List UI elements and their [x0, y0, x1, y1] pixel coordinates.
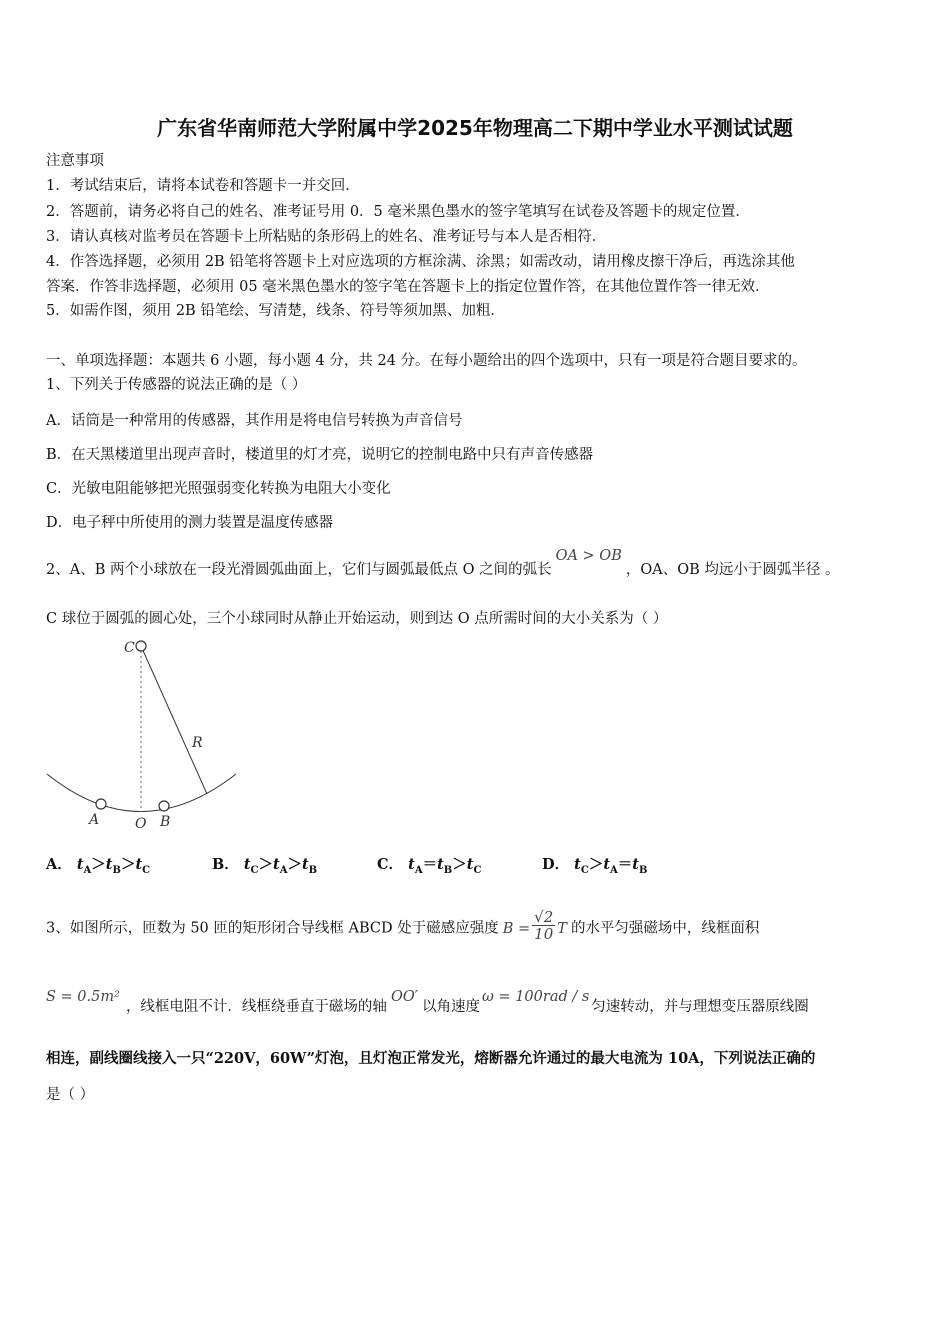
question-2-option-d: D． $t_C>t_A=t_B$ — [542, 856, 648, 876]
question-2-option-a: A． $t_A>t_B>t_C$ — [46, 856, 151, 876]
question-1-option-a: A．话筒是一种常用的传感器，其作用是将电信号转换为声音信号 — [46, 413, 463, 429]
question-3-stem-line4: 是（ ） — [46, 1087, 95, 1103]
question-3-text-4: 以角速度 — [422, 999, 481, 1015]
radius-line — [141, 646, 207, 794]
notice-item: 1．考试结束后，请将本试卷和答题卡一并交回． — [46, 178, 360, 194]
formula-area: S = 0.5m² — [46, 989, 120, 1005]
label-a: A — [89, 812, 100, 828]
formula-b-fraction: $\frac{√2}{10}$ — [534, 908, 554, 943]
question-2-stem — [46, 548, 840, 579]
question-3-text-1: 3、如图所示，匝数为 50 匝的矩形闭合导线框 ABCD 处于磁感应强度 — [46, 920, 499, 937]
question-3-stem-line2 — [46, 989, 809, 1016]
formula-omega: ω = 100rad / s — [482, 989, 590, 1005]
arc-length-formula: OA > OB — [555, 548, 622, 564]
formula-axis: OO′ — [390, 989, 419, 1005]
section-heading: 一、单项选择题：本题共 6 小题，每小题 4 分，共 24 分。在每小题给出的四个选项中，只有一项是符合题目要求的。 — [46, 353, 807, 369]
question-1-option-c: C．光敏电阻能够把光照强弱变化转换为电阻大小变化 — [46, 481, 391, 497]
label-b: B — [160, 814, 171, 830]
question-1-option-b: B．在天黑楼道里出现声音时，楼道里的灯才亮，说明它的控制电路中只有声音传感器 — [46, 447, 594, 463]
question-2-option-c: C． $t_A=t_B>t_C$ — [377, 856, 482, 876]
notice-item: 5．如需作图，须用 2B 铅笔绘、写清楚，线条、符号等须加黑、加粗． — [46, 303, 505, 319]
ball-b — [159, 801, 169, 811]
formula-b-lhs: B = — [502, 920, 531, 937]
page-title: 广东省华南师范大学附属中学2025年物理高二下期中学业水平测试试题 — [157, 116, 793, 140]
question-1-stem: 1、下列关于传感器的说法正确的是（ ） — [46, 377, 307, 393]
ball-a — [96, 799, 106, 809]
notice-item: 4．作答选择题，必须用 2B 铅笔将答题卡上对应选项的方框涂满、涂黑；如需改动，请用橡皮擦干净后，再选涂其他 — [46, 254, 795, 270]
formula-b-unit: T — [557, 920, 567, 937]
notice-item: 3．请认真核对监考员在答题卡上所粘贴的条形码上的姓名、准考证号与本人是否相符． — [46, 229, 607, 245]
question-3-text-2: 的水平匀强磁场中，线框面积 — [570, 920, 760, 937]
question-3-text-5: 匀速转动，并与理想变压器原线圈 — [591, 999, 809, 1015]
label-r: R — [192, 735, 203, 751]
notice-item: 答案．作答非选择题，必须用 05 毫米黑色墨水的签字笔在答题卡上的指定位置作答，在其他位置作答一律无效． — [46, 279, 770, 295]
question-1-option-d: D．电子秤中所使用的测力装置是温度传感器 — [46, 515, 334, 531]
question-2-stem-line2: C 球位于圆弧的圆心处，三个小球同时从静止开始运动，则到达 O 点所需时间的大小关系为（ ） — [46, 611, 668, 627]
notice-item: 2．答题前，请务必将自己的姓名、准考证号用 0．5 毫米黑色墨水的签字笔填写在试卷及答题卡的规定位置． — [46, 204, 750, 220]
notice-heading: 注意事项 — [46, 153, 104, 169]
question-2-text-1: 2、A、B 两个小球放在一段光滑圆弧曲面上，它们与圆弧最低点 O 之间的弧长 — [46, 562, 552, 578]
label-o: O — [135, 816, 147, 832]
label-c: C — [124, 640, 135, 656]
question-3-text-3: ，线框电阻不计．线框绕垂直于磁场的轴 — [125, 999, 387, 1015]
question-3-stem — [46, 908, 760, 945]
question-3-stem-line3: 相连，副线圈线接入一只“220V，60W”灯泡，且灯泡正常发光，熔断器允许通过的最大电流为 10A，下列说法正确的 — [46, 1050, 816, 1067]
ball-c — [136, 641, 146, 651]
arc-diagram — [40, 634, 245, 834]
question-2-text-2: ，OA、OB 均远小于圆弧半径 。 — [625, 562, 840, 578]
question-2-option-b: B． $t_C>t_A>t_B$ — [212, 856, 318, 876]
